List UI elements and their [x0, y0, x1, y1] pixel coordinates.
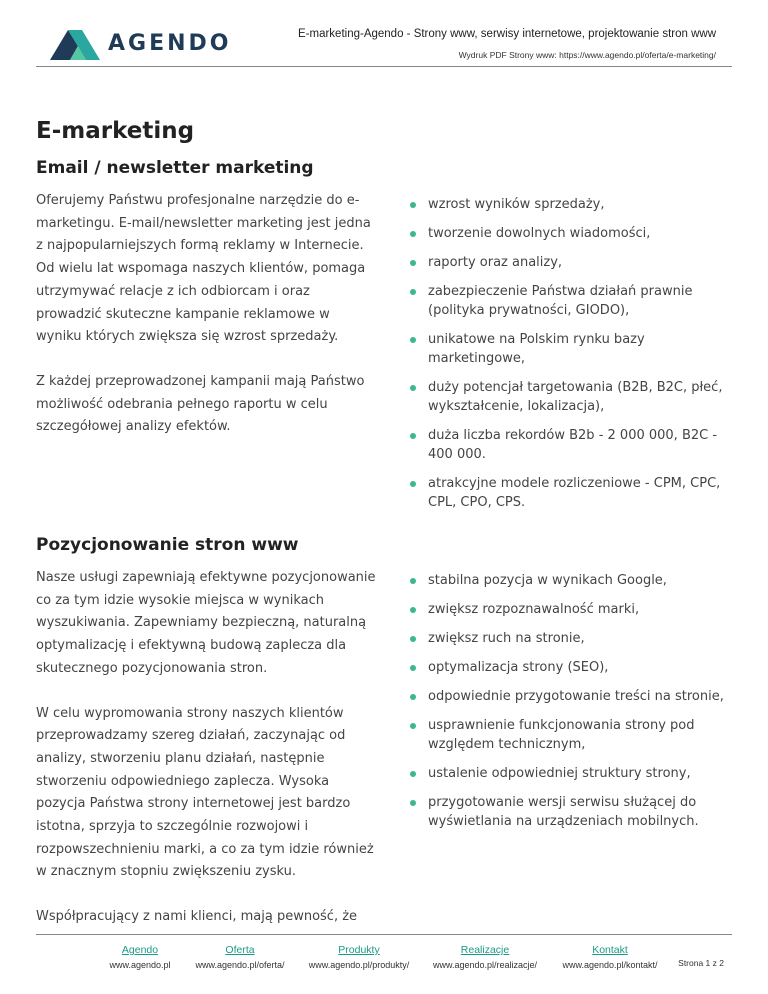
- bullet-icon: [410, 260, 416, 266]
- list-item: raporty oraz analizy,: [410, 253, 730, 272]
- list-item: odpowiednie przygotowanie treści na stronie,: [410, 687, 730, 706]
- list-item: duża liczba rekordów B2b - 2 000 000, B2C - 400 000.: [410, 426, 730, 464]
- list-item: wzrost wyników sprzedaży,: [410, 195, 730, 214]
- bullet-icon: [410, 665, 416, 671]
- bullet-icon: [410, 433, 416, 439]
- footer-link-produkty[interactable]: [300, 944, 418, 970]
- bullet-icon: [410, 231, 416, 237]
- bullet-icon: [410, 694, 416, 700]
- footer-link-url: www.agendo.pl/kontakt/: [562, 960, 658, 970]
- section2-bullet-list: [410, 571, 730, 841]
- header-divider: [36, 66, 732, 67]
- section2-text: [36, 567, 376, 951]
- bullet-icon: [410, 578, 416, 584]
- bullet-icon: [410, 202, 416, 208]
- list-item: stabilna pozycja w wynikach Google,: [410, 571, 730, 590]
- section1-bullet-list: [410, 195, 730, 522]
- section-heading-seo: Pozycjonowanie stron www: [36, 535, 299, 555]
- list-item: przygotowanie wersji serwisu służącej do wyświetlania na urządzeniach mobilnych.: [410, 793, 730, 831]
- list-item: tworzenie dowolnych wiadomości,: [410, 224, 730, 243]
- bullet-icon: [410, 771, 416, 777]
- bullet-icon: [410, 723, 416, 729]
- page-title: E-marketing: [36, 118, 195, 144]
- footer-divider: [36, 934, 732, 935]
- footer-link-url: www.agendo.pl/realizacje/: [432, 960, 538, 970]
- bullet-icon: [410, 607, 416, 613]
- bullet-icon: [410, 289, 416, 295]
- bullet-icon: [410, 636, 416, 642]
- agendo-logo-icon: [48, 24, 108, 64]
- list-item: zwiększ rozpoznawalność marki,: [410, 600, 730, 619]
- footer-link-label[interactable]: Produkty: [338, 944, 380, 956]
- list-item: unikatowe na Polskim rynku bazy marketingowe,: [410, 330, 730, 368]
- paragraph: Z każdej przeprowadzonej kampanii mają Państwo możliwość odebrania pełnego raportu w celu szczegółowej analizy efektów.: [36, 373, 365, 435]
- footer-link-kontakt[interactable]: [554, 944, 666, 970]
- footer-link-url: www.agendo.pl: [109, 960, 171, 970]
- footer-link-oferta[interactable]: [186, 944, 294, 970]
- list-item: duży potencjał targetowania (B2B, B2C, płeć, wykształcenie, lokalizacja),: [410, 378, 730, 416]
- logo-text: AGENDO: [108, 31, 232, 56]
- footer-link-label[interactable]: Kontakt: [592, 944, 628, 956]
- bullet-icon: [410, 385, 416, 391]
- paragraph: Współpracujący z nami klienci, mają pewność, że: [36, 909, 358, 925]
- paragraph: W celu wypromowania strony naszych klientów przeprowadzamy szereg działań, zaczynając od analizy, stworzeniu planu działań, następnie stworzeniu odpowiedniego zaplecza. Wysoka pozycja Państwa strony internetowej jest bardzo istotna, sprzyja to szczególnie rozwojowi i rozpowszechnieniu marki, a co za tym idzie również w znacznym stopniu zwiększeniu zysku.: [36, 705, 374, 880]
- bullet-icon: [410, 337, 416, 343]
- list-item: zabezpieczenie Państwa działań prawnie (polityka prywatności, GIODO),: [410, 282, 730, 320]
- footer-link-url: www.agendo.pl/oferta/: [195, 960, 285, 970]
- page-number: Strona 1 z 2: [678, 958, 724, 968]
- paragraph: Oferujemy Państwu profesjonalne narzędzie do e-marketingu. E-mail/newsletter marketing jest jedna z najpopularniejszych formą reklamy w Internecie. Od wielu lat wspomaga naszych klientów, pomaga utrzymywać relacje z ich odbiorcam i oraz prowadzić skuteczne kampanie reklamowe w wyniku których zwiększa się wzrost sprzedaży.: [36, 193, 371, 345]
- section-heading-email-marketing: Email / newsletter marketing: [36, 158, 314, 178]
- list-item: zwiększ ruch na stronie,: [410, 629, 730, 648]
- paragraph: Nasze usługi zapewniają efektywne pozycjonowanie co za tym idzie wysokie miejsca w wynikach wyszukiwania. Zapewniamy bezpieczną, naturalną optymalizację i efektywną budową zaplecza dla skutecznego pozycjonowania stron.: [36, 570, 376, 676]
- bullet-icon: [410, 481, 416, 487]
- list-item: atrakcyjne modele rozliczeniowe - CPM, CPC, CPL, CPO, CPS.: [410, 474, 730, 512]
- footer-link-realizacje[interactable]: [424, 944, 546, 970]
- document-header-title: E-marketing-Agendo - Strony www, serwisy internetowe, projektowanie stron www: [298, 28, 716, 40]
- footer-link-label[interactable]: Realizacje: [460, 944, 510, 956]
- list-item: ustalenie odpowiedniej struktury strony,: [410, 764, 730, 783]
- section1-text: [36, 190, 376, 461]
- document-header-subtitle: Wydruk PDF Strony www: https://www.agendo.pl/oferta/e-marketing/: [458, 50, 716, 60]
- footer-link-label[interactable]: Agendo: [121, 944, 159, 956]
- list-item: usprawnienie funkcjonowania strony pod względem technicznym,: [410, 716, 730, 754]
- footer-link-url: www.agendo.pl/produkty/: [308, 960, 410, 970]
- footer-link-agendo[interactable]: [100, 944, 180, 970]
- bullet-icon: [410, 800, 416, 806]
- list-item: optymalizacja strony (SEO),: [410, 658, 730, 677]
- footer-link-label[interactable]: Oferta: [225, 944, 255, 956]
